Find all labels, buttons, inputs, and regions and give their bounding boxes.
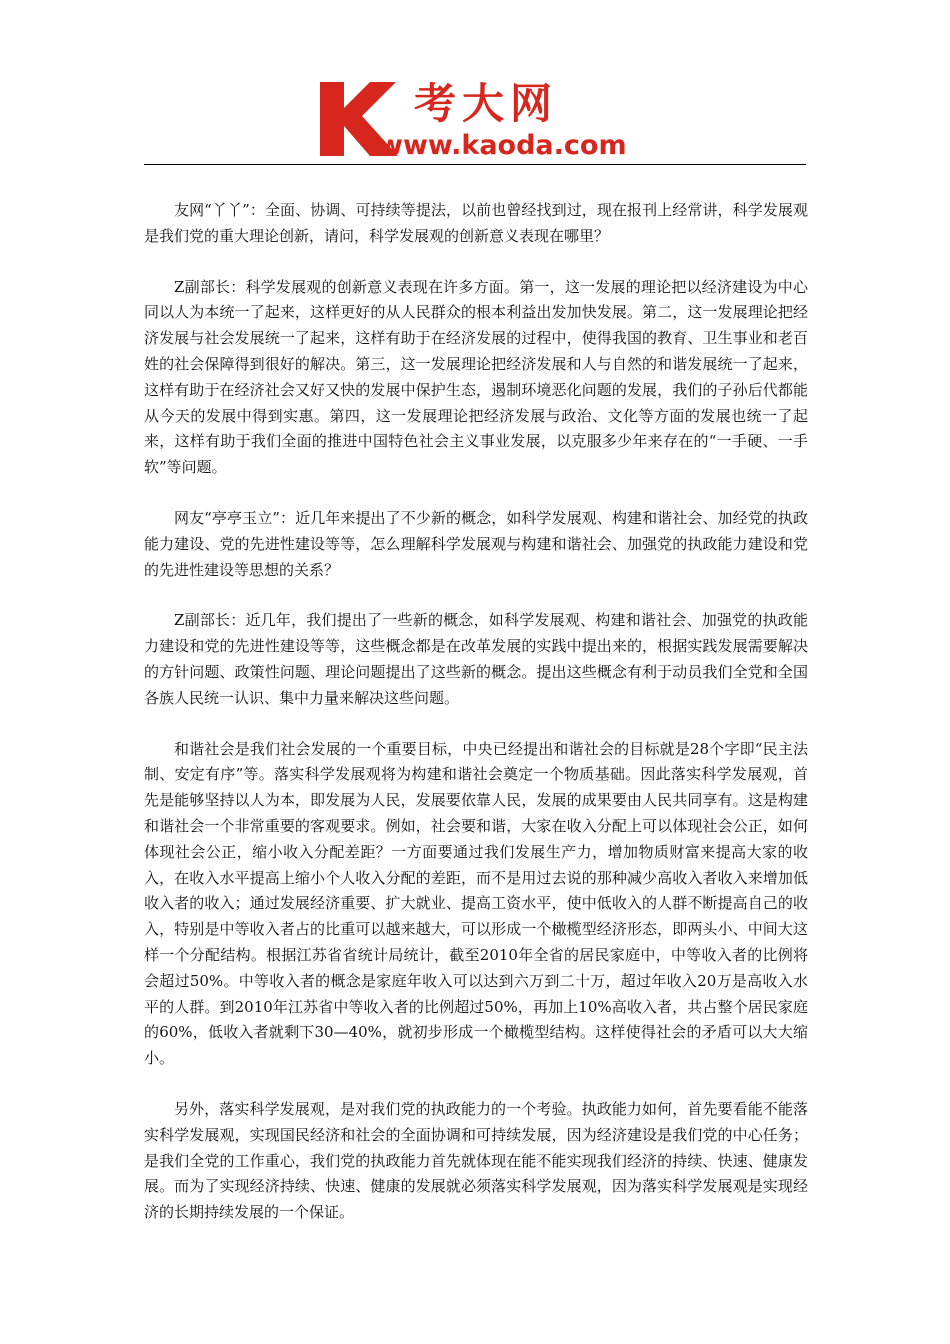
paragraph-question-1: 友网“丫丫”：全面、协调、可持续等提法，以前也曾经找到过，现在报刊上经常讲，科学发展观是我们党的重大理论创新，请问，科学发展观的创新意义表现在哪里？ xyxy=(144,201,808,245)
logo-chinese-text: 考大网 xyxy=(414,79,559,128)
article-body xyxy=(144,198,808,1251)
paragraph-harmonious-society: 和谐社会是我们社会发展的一个重要目标，中央已经提出和谐社会的目标就是28个字即“民主法制、安定有序”等。落实科学发展观将为构建和谐社会奠定一个物质基础。因此落实科学发展观，首先是能够坚持以人为本，即发展为人民，发展要依靠人民，发展的成果要由人民共同享有。这是构建和谐社会一个非常重要的客观要求。例如，社会要和谐，大家在收入分配上可以体现社会公正，如何体现社会公正，缩小收入分配差距？一方面要通过我们发展生产力，增加物质财富来提高大家的收入，在收入水平提高上缩小个人收入分配的差距，而不是用过去说的那种减少高收入者收入来增加低收入者的收入；通过发展经济重要、扩大就业、提高工资水平，使中低收入的人群不断提高自己的收入，特别是中等收入者占的比重可以越来越大，可以形成一个橄榄型经济形态，即两头小、中间大这样一个分配结构。根据江苏省省统计局统计，截至2010年全省的居民家庭中，中等收入者的比例将会超过50%。中等收入者的概念是家庭年收入可以达到六万到二十万，超过年收入20万是高收入水平的人群。到2010年江苏省中等收入者的比例超过50%，再加上10%高收入者，共占整个居民家庭的60%，低收入者就剩下30—40%，就初步形成一个橄榄型结构。这样使得社会的矛盾可以大大缩小。 xyxy=(144,739,808,1068)
paragraph-governing-capacity: 另外，落实科学发展观，是对我们党的执政能力的一个考验。执政能力如何，首先要看能不能落实科学发展观，实现国民经济和社会的全面协调和可持续发展，因为经济建设是我们党的中心任务；是我们全党的工作重心，我们党的执政能力首先就体现在能不能实现我们经济的持续、快速、健康发展。而为了实现经济持续、快速、健康的发展就必须落实科学发展观，因为落实科学发展观是实现经济的长期持续发展的一个保证。 xyxy=(144,1099,808,1222)
kaoda-logo xyxy=(318,78,648,158)
paragraph-answer-1: Z副部长：科学发展观的创新意义表现在许多方面。第一，这一发展的理论把以经济建设为中心同以人为本统一了起来，这样更好的从人民群众的根本利益出发加快发展。第二，这一发展理论把经济发展与社会发展统一了起来，这样有助于在经济发展的过程中，使得我国的教育、卫生事业和老百姓的社会保障得到很好的解决。第三，这一发展理论把经济发展和人与自然的和谐发展统一了起来，这样有助于在经济社会又好又快的发展中保护生态，遏制环境恶化问题的发展，我们的子孙后代都能从今天的发展中得到实惠。第四，这一发展理论把经济发展与政治、文化等方面的发展也统一了起来，这样有助于我们全面的推进中国特色社会主义事业发展，以克服多少年来存在的“一手硬、一手软”等问题。 xyxy=(144,277,808,477)
header-divider xyxy=(144,164,806,165)
paragraph-question-2: 网友“亭亭玉立”：近几年来提出了不少新的概念，如科学发展观、构建和谐社会、加经党的执政能力建设、党的先进性建设等等，怎么理解科学发展观与构建和谐社会、加强党的执政能力建设和党的先进性建设等思想的关系？ xyxy=(144,508,808,579)
paragraph-answer-2: Z副部长：近几年，我们提出了一些新的概念，如科学发展观、构建和谐社会、加强党的执政能力建设和党的先进性建设等等，这些概念都是在改革发展的实践中提出来的，根据实践发展需要解决的方针问题、政策性问题、理论问题提出了这些新的概念。提出这些概念有利于动员我们全党和全国各族人民统一认识、集中力量来解决这些问题。 xyxy=(144,611,808,707)
logo-url-text: www.kaoda.com xyxy=(378,130,627,158)
